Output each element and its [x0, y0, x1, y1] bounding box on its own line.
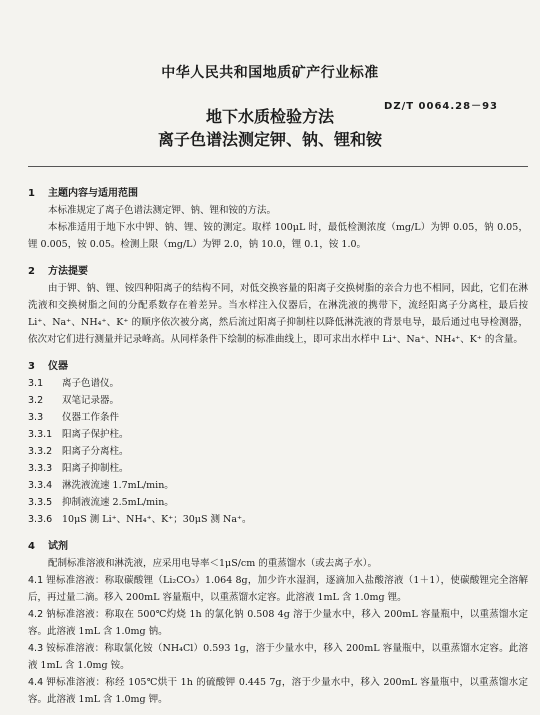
section-title: 试剂 [48, 541, 68, 552]
item-text: 抑制液流速 2.5mL/min。 [62, 497, 174, 508]
item-number: 3.3.2 [28, 446, 53, 457]
section-heading-4 [28, 538, 528, 555]
list-item [28, 572, 528, 606]
document-body [28, 181, 528, 708]
item-text: 离子色谱仪。 [62, 378, 120, 389]
item-text: 仪器工作条件 [62, 412, 120, 423]
item-number: 3.3 [28, 412, 44, 423]
item-text: 阳离子抑制柱。 [62, 463, 129, 474]
item-number: 3.3.3 [28, 463, 53, 474]
list-item [28, 674, 528, 708]
item-text: 阳离子保护柱。 [62, 429, 129, 440]
item-number: 3.3.5 [28, 497, 53, 508]
document-subtitle: 离子色谱法测定钾、钠、锂和铵 [157, 130, 382, 149]
paragraph: 本标准适用于地下水中钾、钠、锂、铵的测定。取样 100μL 时，最低检测浓度（mg/L）为钾 0.05，钠 0.05，锂 0.005，铵 0.05。检测上限（mg/L）为钾 2.0，钠 10.0，锂 0.1，铵 1.0。 [28, 222, 528, 250]
list-item [28, 460, 528, 477]
item-number: 4.3 [28, 643, 44, 654]
list-item [28, 375, 528, 392]
section-heading-2 [28, 263, 528, 280]
list-item [28, 426, 528, 443]
list-item [28, 606, 528, 640]
header-divider [28, 166, 528, 167]
paragraph: 由于钾、钠、锂、铵四种阳离子的结构不同，对低交换容量的阳离子交换树脂的亲合力也不相同，因此，它们在淋洗液和交换树脂之间的分配系数存在着差异。当水样注入仪器后，在淋洗液的携带下，流经阳离子分离柱，最后按 Li⁺、Na⁺、NH₄⁺、K⁺ 的顺序依次被分离，然后流过阳离子抑制柱以降低淋洗液的背景电导，最后通过电导检测器，依次对它们进行测量并记录峰高。从同样条件下绘制的标准曲线上，即可求出水样中 Li⁺、Na⁺、NH₄⁺、K⁺ 的含量。 [28, 283, 528, 345]
item-number: 4.1 [28, 575, 44, 586]
list-item [28, 494, 528, 511]
item-number: 3.3.1 [28, 429, 53, 440]
standard-category: 中华人民共和国地质矿产行业标准 [161, 65, 379, 81]
item-text: 铵标准溶液：称取氯化铵（NH₄Cl）0.593 1g，溶于少量水中，移入 200mL 容量瓶中，以重蒸馏水定容。此溶液 1mL 含 1.0mg 铵。 [28, 643, 528, 671]
item-text: 淋洗液流速 1.7mL/min。 [62, 480, 174, 491]
list-item [28, 640, 528, 674]
list-item [28, 392, 528, 409]
item-number: 4.2 [28, 609, 44, 620]
item-text: 锂标准溶液：称取碳酸锂（Li₂CO₃）1.064 8g，加少许水湿润，逐滴加入盐酸溶液（1＋1），使碳酸锂完全溶解后，再过量二滴。移入 200mL 容量瓶中，以重蒸馏水定容。此溶液 1mL 含 1.0mg 锂。 [28, 575, 528, 603]
paragraph: 配制标准溶液和淋洗液，应采用电导率＜1μS/cm 的重蒸馏水（或去离子水）。 [48, 558, 378, 569]
list-item [28, 409, 528, 426]
list-item [28, 477, 528, 494]
section-number: 2 [28, 266, 35, 277]
item-text: 钠标准溶液：称取在 500℃灼烧 1h 的氯化钠 0.508 4g 溶于少量水中，移入 200mL 容量瓶中，以重蒸馏水定容。此溶液 1mL 含 1.0mg 钠。 [28, 609, 528, 637]
item-text: 10μS 测 Li⁺、NH₄⁺、K⁺；30μS 测 Na⁺。 [62, 514, 252, 525]
section-title: 仪器 [48, 361, 68, 372]
item-number: 3.3.4 [28, 480, 53, 491]
item-number: 3.2 [28, 395, 44, 406]
section-title: 方法提要 [48, 266, 88, 277]
section-title: 主题内容与适用范围 [48, 188, 138, 199]
section-number: 3 [28, 361, 35, 372]
section-heading-1 [28, 185, 528, 202]
list-item [28, 443, 528, 460]
section-number: 4 [28, 541, 35, 552]
item-text: 阳离子分离柱。 [62, 446, 129, 457]
document-title: 地下水质检验方法 [205, 107, 334, 126]
item-text: 双笔记录器。 [62, 395, 120, 406]
item-number: 4.4 [28, 677, 44, 688]
standard-code: DZ/T 0064.28－93 [384, 101, 498, 112]
item-text: 钾标准溶液：称经 105℃烘干 1h 的硫酸钾 0.445 7g，溶于少量水中，移入 200mL 容量瓶中，以重蒸馏水定容。此溶液 1mL 含 1.0mg 钾。 [28, 677, 528, 705]
section-heading-3 [28, 358, 528, 375]
item-number: 3.1 [28, 378, 44, 389]
list-item [28, 511, 528, 528]
paragraph: 本标准规定了离子色谱法测定钾、钠、锂和铵的方法。 [48, 205, 277, 216]
item-number: 3.3.6 [28, 514, 53, 525]
section-number: 1 [28, 188, 35, 199]
